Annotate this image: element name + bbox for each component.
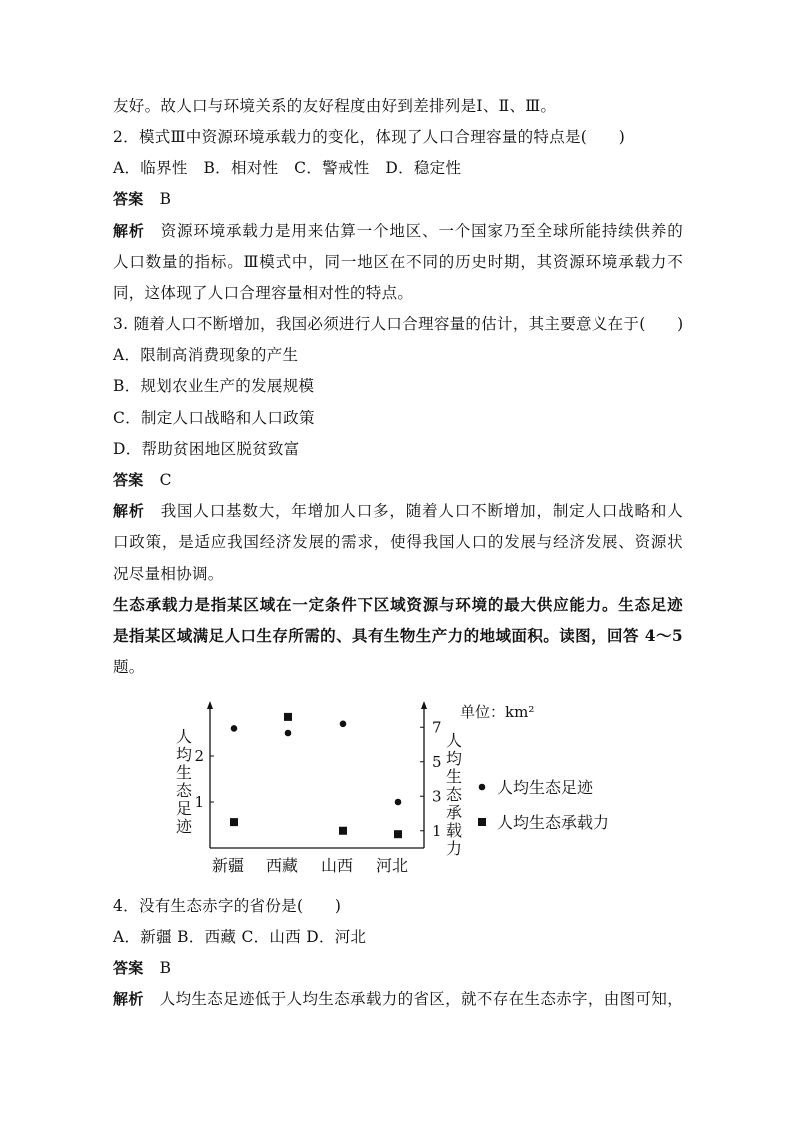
left-axis-title-char: 足: [175, 799, 193, 818]
explanation-3-line-3: 况尽量相协调。: [113, 565, 224, 583]
right-axis-title-char: 均: [445, 749, 463, 768]
question-3: 3. 随着人口不断增加，我国必须进行人口合理容量的估计，其主要意义在于( ): [113, 315, 684, 333]
explanation-3-line-1: 解析 我国人口基数大，年增加人口多，随着人口不断增加，制定人口战略和人: [113, 502, 683, 520]
explanation-4-line-1: 解析 人均生态足迹低于人均生态承载力的省区，就不存在生态赤字，由图可知，: [113, 990, 683, 1008]
left-axis-title-char: 生: [175, 763, 193, 782]
footprint-point: [340, 721, 347, 728]
right-axis-title-char: 承: [445, 803, 463, 822]
answer-label: 答案: [113, 959, 144, 977]
category-label: 西藏: [265, 856, 299, 875]
left-axis-title-char: 均: [175, 745, 193, 764]
question-2-options: A．临界性 B．相对性 C．警戒性 D．稳定性: [113, 159, 462, 177]
right-axis-arrow: [421, 701, 427, 709]
question-2: 2．模式Ⅲ中资源环境承载力的变化，体现了人口合理容量的特点是( ): [113, 128, 626, 146]
explanation-label: 解析: [113, 222, 145, 240]
left-axis-title-char: 态: [175, 781, 193, 800]
left-axis-title-char: 人: [175, 727, 193, 746]
answer-value: B: [159, 959, 172, 977]
right-axis-title-char: 力: [445, 839, 463, 858]
right-tick-label: 1: [432, 821, 442, 840]
explanation-3-line-2: 口政策，是适应我国经济发展的需求，使得我国人口的发展与经济发展、资源状: [113, 533, 683, 551]
question-3-option-a: A．限制高消费现象的产生: [113, 346, 299, 364]
left-axis-arrow: [207, 701, 213, 709]
right-tick-label: 3: [432, 787, 442, 806]
footprint-point: [285, 730, 292, 737]
capacity-point: [230, 818, 238, 826]
answer-label: 答案: [113, 471, 144, 489]
category-label: 山西: [320, 856, 354, 875]
explanation-2-line-2: 人口数量的指标。Ⅲ模式中，同一地区在不同的历史时期，其资源环境承载力不: [113, 253, 683, 271]
intro-line-1: 生态承载力是指某区域在一定条件下区域资源与环境的最大供应能力。生态足迹: [113, 595, 683, 614]
answer-2: [113, 189, 171, 209]
footprint-point: [231, 725, 238, 732]
capacity-point: [394, 830, 402, 838]
ecology-chart: [170, 696, 630, 880]
left-axis-title-char: 迹: [175, 817, 193, 836]
text-line: 友好。故人口与环境关系的友好程度由好到差排列是Ⅰ、Ⅱ、Ⅲ。: [113, 97, 557, 115]
legend-footprint: 人均生态足迹: [497, 778, 594, 797]
unit-label: 单位：km²: [460, 703, 535, 721]
explanation-2-line-3: 同，这体现了人口合理容量相对性的特点。: [113, 284, 414, 302]
right-tick-label: 7: [432, 718, 442, 737]
footprint-point: [395, 799, 402, 806]
right-axis-title-char: 态: [445, 785, 463, 804]
answer-label: 答案: [113, 190, 144, 208]
answer-value: B: [159, 190, 172, 208]
answer-4: [113, 958, 171, 978]
question-3-option-c: C．制定人口战略和人口政策: [113, 409, 315, 427]
right-axis-title-char: 载: [445, 821, 463, 840]
explanation-2-line-1: 解析 资源环境承载力是用来估算一个地区、一个国家乃至全球所能持续供养的: [113, 222, 683, 240]
explanation-label: 解析: [113, 502, 145, 520]
category-label: 新疆: [211, 856, 245, 875]
question-3-option-b: B．规划农业生产的发展规模: [113, 377, 315, 395]
explanation-label: 解析: [113, 990, 144, 1008]
intro-line-3: 题。: [113, 658, 145, 676]
right-tick-label: 5: [432, 752, 442, 771]
left-tick-label: 1: [194, 793, 204, 811]
question-4-options: A．新疆 B．西藏 C．山西 D．河北: [113, 928, 367, 946]
capacity-point: [284, 713, 292, 721]
right-axis-title-char: 生: [445, 767, 463, 786]
capacity-point: [339, 827, 347, 835]
question-4: 4．没有生态赤字的省份是( ): [113, 897, 342, 915]
legend-circle-marker: [479, 784, 486, 791]
question-3-option-d: D．帮助贫困地区脱贫致富: [113, 440, 300, 458]
right-axis-title-char: 人: [445, 731, 463, 750]
intro-line-2: 是指某区域满足人口生存所需的、具有生物生产力的地域面积。读图，回答 4～5: [113, 626, 683, 645]
left-tick-label: 2: [194, 747, 204, 765]
legend-capacity: 人均生态承载力: [497, 813, 610, 832]
answer-value: C: [159, 471, 172, 489]
legend-square-marker: [478, 818, 486, 826]
category-label: 河北: [375, 856, 409, 875]
answer-3: [113, 470, 172, 490]
